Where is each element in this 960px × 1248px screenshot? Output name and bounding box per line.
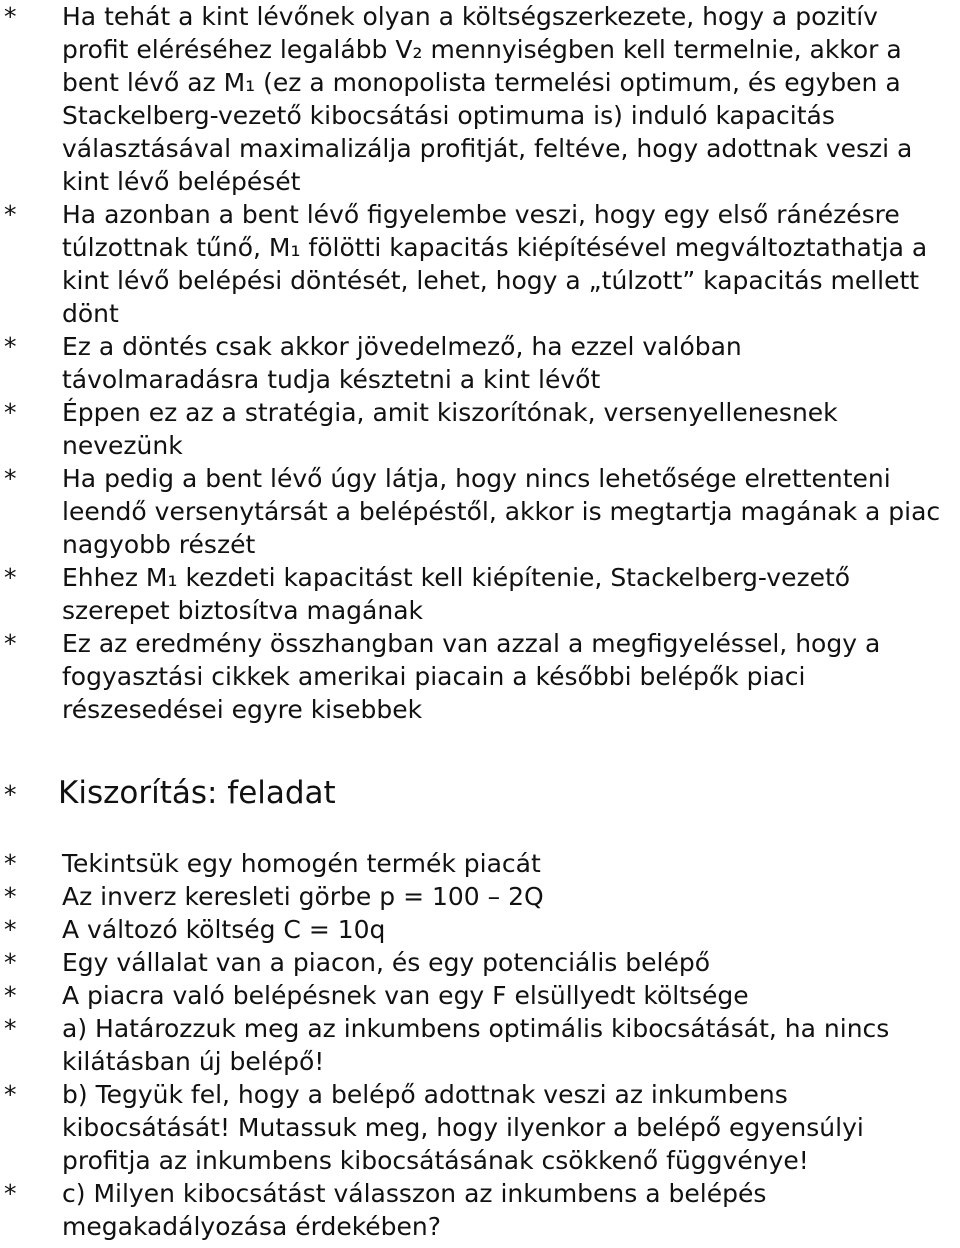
bullet-marker: * [4, 464, 17, 493]
list-item-text: Ehhez M₁ kezdeti kapacitást kell kiépítenie, Stackelberg-vezető szerepet biztosítva magának [62, 563, 851, 625]
list-item-text: A változó költség C = 10q [62, 915, 386, 944]
list-item [0, 627, 942, 726]
list-item [0, 979, 942, 1012]
bullet-marker: * [4, 948, 17, 977]
list-item-text: A piacra való belépésnek van egy F elsüllyedt költsége [62, 981, 749, 1010]
bullet-marker: * [4, 200, 17, 229]
list-item [0, 462, 942, 561]
list-item-text: Ha tehát a kint lévőnek olyan a költségszerkezete, hogy a pozitív profit eléréséhez legalább V₂ mennyiségben kell termelnie, akkor a bent lévő az M₁ (ez a monopolista termelési optimum, és egyben a Stackelberg-vezető kibocsátási optimuma is) induló kapacitás választásával maximalizálja profitját, feltéve, hogy adottnak veszi a kint lévő belépését [62, 2, 913, 196]
list-item [0, 880, 942, 913]
bullet-marker: * [4, 915, 17, 944]
section-heading [0, 773, 938, 813]
list-item [0, 1012, 942, 1078]
list-item [0, 198, 942, 330]
bullet-list-exercise [0, 847, 960, 1243]
bullet-marker: * [4, 629, 17, 658]
bullet-marker: * [4, 563, 17, 592]
bullet-marker: * [4, 981, 17, 1010]
list-item [0, 847, 942, 880]
list-item-text: b) Tegyük fel, hogy a belépő adottnak veszi az inkumbens kibocsátását! Mutassuk meg, hogy ilyenkor a belépő egyensúlyi profitja az inkumbens kibocsátásának csökkenő függvénye! [62, 1080, 864, 1175]
list-item [0, 0, 942, 198]
section-heading-block [0, 773, 960, 813]
list-item [0, 1177, 942, 1243]
list-item-text: c) Milyen kibocsátást válasszon az inkumbens a belépés megakadályozása érdekében? [62, 1179, 767, 1241]
bullet-marker: * [4, 398, 17, 427]
bullet-marker: * [4, 1014, 17, 1043]
list-item-text: Ez az eredmény összhangban van azzal a megfigyeléssel, hogy a fogyasztási cikkek amerikai piacain a későbbi belépők piaci részesedései egyre kisebbek [62, 629, 881, 724]
heading-text: Kiszorítás: feladat [58, 775, 336, 811]
list-item [0, 330, 942, 396]
bullet-marker: * [4, 1179, 17, 1208]
bullet-marker: * [4, 332, 17, 361]
list-item [0, 396, 942, 462]
list-item-text: Ez a döntés csak akkor jövedelmező, ha ezzel valóban távolmaradásra tudja késztetni a kint lévőt [62, 332, 742, 394]
list-item [0, 561, 942, 627]
list-item-text: a) Határozzuk meg az inkumbens optimális kibocsátását, ha nincs kilátásban új belépő! [62, 1014, 890, 1076]
bullet-marker: * [4, 882, 17, 911]
list-item-text: Éppen ez az a stratégia, amit kiszorítónak, versenyellenesnek nevezünk [62, 398, 838, 460]
list-item [0, 913, 942, 946]
bullet-marker: * [4, 1080, 17, 1109]
list-item-text: Tekintsük egy homogén termék piacát [62, 849, 541, 878]
list-item-text: Ha pedig a bent lévő úgy látja, hogy nincs lehetősége elrettenteni leendő versenytársát a belépéstől, akkor is megtartja magának a piac nagyobb részét [62, 464, 941, 559]
bullet-marker: * [4, 849, 17, 878]
list-item [0, 1078, 942, 1177]
list-item-text: Egy vállalat van a piacon, és egy potenciális belépő [62, 948, 710, 977]
list-item-text: Az inverz keresleti görbe p = 100 – 2Q [62, 882, 544, 911]
list-item-text: Ha azonban a bent lévő figyelembe veszi, hogy egy első ránézésre túlzottnak tűnő, M₁ fölötti kapacitás kiépítésével megváltoztathatja a kint lévő belépési döntését, lehet, hogy a „túlzott” kapacitás mellett dönt [62, 200, 928, 328]
bullet-marker: * [4, 780, 17, 809]
list-item [0, 946, 942, 979]
bullet-marker: * [4, 2, 17, 31]
